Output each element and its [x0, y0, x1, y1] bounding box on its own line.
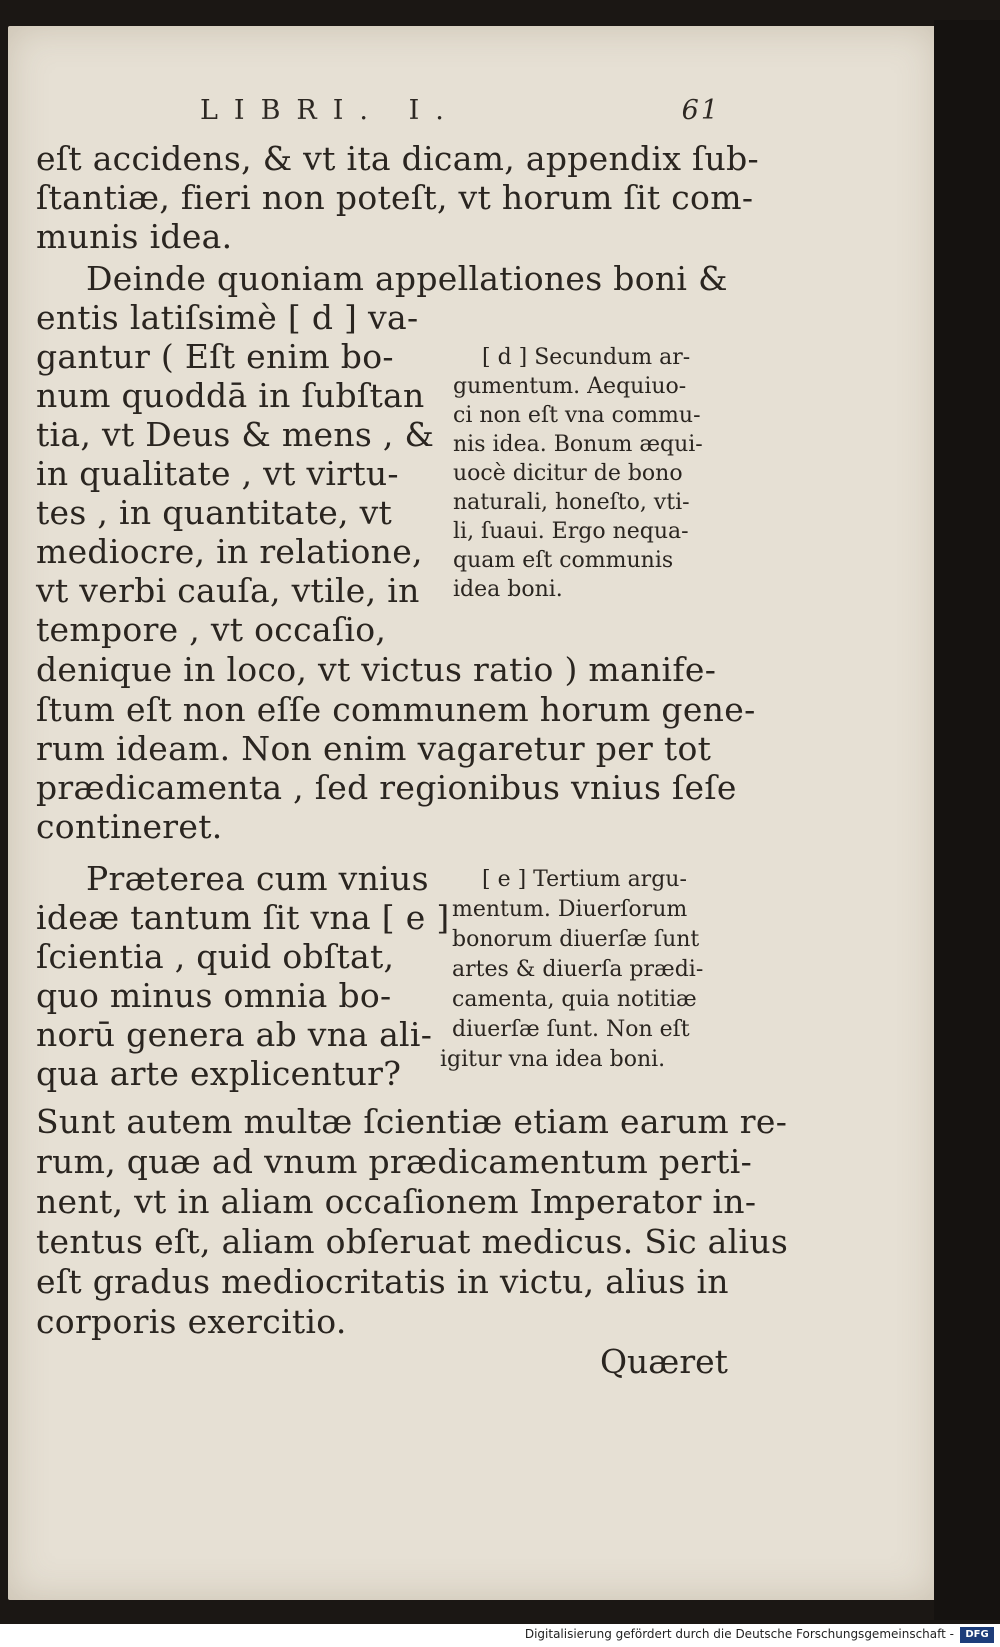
footer-credit: Digitalisierung gefördert durch die Deutsche Forschungsgemeinschaft -	[524, 1627, 954, 1641]
text-line: munis idea.	[36, 217, 233, 256]
text-line: contineret.	[36, 807, 223, 846]
text-line: norū genera ab vna ali-	[36, 1015, 433, 1054]
text-line: vt verbi cauſa, vtile, in	[36, 571, 420, 610]
margin-note-line: [ d ] Secundum ar-	[482, 345, 691, 370]
margin-note-line: idea boni.	[453, 577, 563, 602]
dfg-logo-icon: DFG	[960, 1627, 994, 1643]
margin-note-line: diuerſæ ſunt. Non eſt	[452, 1017, 690, 1042]
margin-note-line: nis idea. Bonum æqui-	[453, 432, 703, 457]
running-header	[200, 95, 720, 126]
text-line: entis latiſsimè [ d ] va-	[36, 298, 419, 337]
scan-border	[934, 20, 1000, 1620]
text-line: eſt gradus mediocritatis in victu, alius in	[36, 1262, 729, 1301]
text-line: Deinde quoniam appellationes boni &	[86, 259, 728, 298]
text-line: tia, vt Deus & mens , &	[36, 415, 435, 454]
text-line: eſt accidens, & vt ita dicam, appendix ſub-	[36, 139, 759, 178]
digitization-footer	[0, 1624, 1000, 1647]
text-line: ſcientia , quid obſtat,	[36, 937, 395, 976]
text-line: rum, quæ ad vnum prædicamentum perti-	[36, 1142, 753, 1181]
margin-note-line: [ e ] Tertium argu-	[482, 867, 687, 892]
margin-note-line: naturali, honeſto, vti-	[453, 490, 690, 515]
text-line: Præterea cum vnius	[86, 859, 429, 898]
text-line: ſtantiæ, fieri non poteſt, vt horum ſit com-	[36, 178, 754, 217]
margin-note-line: camenta, quia notitiæ	[452, 987, 697, 1012]
margin-note-line: gumentum. Aequiuo-	[453, 374, 687, 399]
text-line: denique in loco, vt victus ratio ) manife-	[36, 650, 717, 689]
text-line: ideæ tantum ſit vna [ e ]	[36, 898, 450, 937]
text-line: tempore , vt occaſio,	[36, 610, 387, 649]
text-line: in qualitate , vt virtu-	[36, 454, 399, 493]
text-line: tentus eſt, aliam obſeruat medicus. Sic alius	[36, 1222, 789, 1261]
catchword: Quæret	[600, 1342, 728, 1381]
margin-note-line: mentum. Diuerſorum	[452, 897, 688, 922]
text-line: gantur ( Eſt enim bo-	[36, 337, 394, 376]
margin-note-line: artes & diuerſa prædi-	[452, 957, 704, 982]
margin-note-line: li, ſuaui. Ergo nequa-	[453, 519, 689, 544]
running-title: LIBRI. I.	[200, 95, 460, 126]
margin-note-line: bonorum diuerſæ ſunt	[452, 927, 700, 952]
text-line: qua arte explicentur?	[36, 1054, 402, 1093]
text-line: nent, vt in aliam occaſionem Imperator in-	[36, 1182, 757, 1221]
text-line: num quoddā in ſubſtan	[36, 376, 425, 415]
text-line: corporis exercitio.	[36, 1302, 347, 1341]
text-line: Sunt autem multæ ſcientiæ etiam earum re-	[36, 1102, 788, 1141]
margin-note-line: igitur vna idea boni.	[440, 1047, 666, 1072]
margin-note-line: uocè dicitur de bono	[453, 461, 683, 486]
margin-note-line: ci non eſt vna commu-	[453, 403, 701, 428]
margin-note-line: quam eſt communis	[453, 548, 674, 573]
text-line: prædicamenta , ſed regionibus vnius ſeſe	[36, 768, 737, 807]
text-line: tes , in quantitate, vt	[36, 493, 393, 532]
text-line: rum ideam. Non enim vagaretur per tot	[36, 729, 712, 768]
text-line: mediocre, in relatione,	[36, 532, 423, 571]
text-line: ſtum eſt non eſſe communem horum gene-	[36, 690, 756, 729]
page-number: 61	[681, 95, 720, 126]
text-line: quo minus omnia bo-	[36, 976, 392, 1015]
